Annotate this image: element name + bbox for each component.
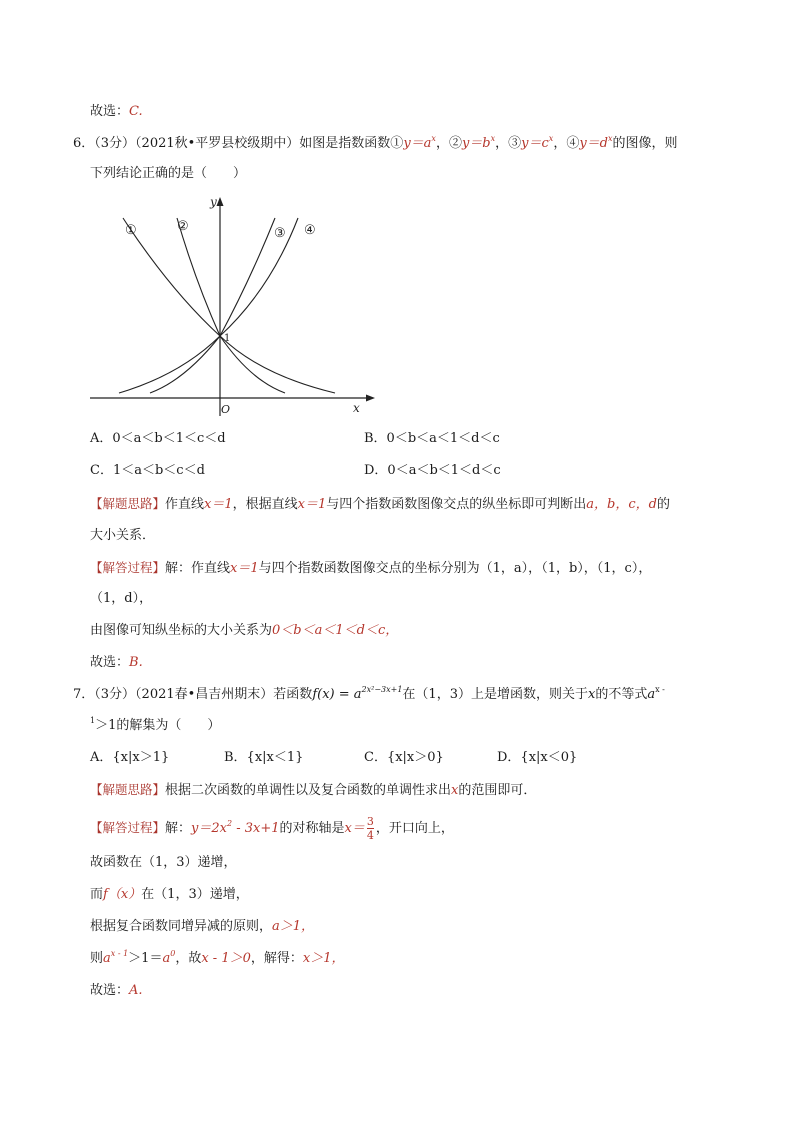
q7-answer-label: 故选： (90, 983, 130, 998)
origin-label: O (221, 403, 231, 416)
fraction-3-4 (367, 816, 374, 841)
x-axis-label: x (353, 401, 360, 415)
q7-proc-b: 的对称轴是 (279, 821, 345, 836)
q7-idea-x: x (451, 783, 459, 798)
curve-3-label: ③ (274, 226, 286, 241)
q7-proc-eq-sup: 2 (226, 819, 233, 828)
q6-idea-x1: x＝1 (204, 497, 233, 512)
q7-idea-line (90, 781, 536, 800)
q7-x: x (587, 687, 596, 702)
q6-graph (85, 190, 385, 420)
q7-proc-a: 解： (165, 821, 192, 836)
q7-option-b[interactable]: B．{x|x＜1} (224, 750, 304, 765)
q7-l5e: ，故 (175, 951, 202, 966)
q7-fx: f(x) = a (312, 687, 362, 702)
q6-option-a[interactable]: A．0＜a＜b＜1＜c＜d (90, 431, 226, 446)
q7-ineq-a: a (647, 687, 656, 702)
q6-answer-line (90, 654, 143, 672)
q7-answer-line (90, 982, 143, 1000)
x-axis-arrow (366, 395, 375, 402)
q7-proc-eq2: - 3x+1 (232, 821, 280, 836)
q7-l3a: 而 (90, 887, 104, 902)
q6-sep2: ，③ (495, 136, 522, 151)
q7-idea-end: 的范围即可． (458, 783, 537, 798)
q7-l5a: 则 (90, 951, 104, 966)
q7-l4a: 根据复合函数同增异减的原则， (90, 919, 273, 934)
frac-den: 4 (366, 829, 374, 842)
frac-num: 3 (366, 815, 374, 828)
q6-stem-b: 的图像，则 (612, 136, 678, 151)
q6-proc-a: 解：作直线 (165, 561, 231, 576)
curve-4 (119, 218, 298, 393)
q6-proc-line1 (90, 559, 651, 578)
q6-func1: y＝a (403, 136, 432, 151)
q7-proc-x: x＝ (344, 821, 365, 836)
q7-stem-b: 在（1，3）上是增函数，则关于 (402, 687, 588, 702)
q7-proc-line1 (90, 816, 454, 841)
q7-proc-c: ，开口向上， (375, 821, 454, 836)
q7-number: 7． (73, 687, 95, 702)
q7-stem-c: 的不等式 (595, 687, 648, 702)
curve-2-label: ② (177, 219, 189, 234)
q6-answer-value: B. (129, 655, 143, 670)
q7-exp: 2x²−3x+1 (361, 685, 403, 694)
q6-idea-tag: 【解题思路】 (90, 496, 166, 511)
q7-idea-tag: 【解题思路】 (90, 782, 166, 797)
q6-idea-d: 的 (656, 497, 670, 512)
q7-l5h: x＞1， (302, 951, 345, 966)
q6-pt3: （1，c）， (596, 561, 652, 576)
q6-proc-line2: （1，d）， (90, 591, 153, 606)
one-label: 1 (224, 333, 231, 344)
q6-sup4: x (608, 134, 613, 143)
q7-line3 (90, 886, 249, 904)
q7-proc-tag: 【解答过程】 (90, 820, 166, 835)
q7-idea-text: 根据二次函数的单调性以及复合函数的单调性求出 (165, 783, 452, 798)
y-axis-arrow (217, 197, 224, 206)
q6-idea-line2: 大小关系． (90, 528, 156, 543)
q7-proc-eq: y＝2x (191, 821, 227, 836)
prev-answer-line (90, 103, 143, 121)
q6-sep1: ，② (435, 136, 462, 151)
q6-option-b[interactable]: B．0＜b＜a＜1＜d＜c (364, 431, 500, 446)
curve-2 (177, 218, 285, 393)
q6-idea-a: 作直线 (165, 497, 205, 512)
q7-line2: 故函数在（1，3）递增， (90, 855, 237, 870)
q6-idea-vars: a，b，c，d (586, 497, 657, 512)
q6-pt1: （1，a）， (479, 561, 542, 576)
q6-option-d[interactable]: D．0＜a＜b＜1＜d＜c (364, 463, 501, 478)
q6-proc-b: 与四个指数函数图像交点的坐标分别为 (258, 561, 480, 576)
q7-line4 (90, 918, 314, 936)
q6-idea-c: 与四个指数函数图像交点的纵坐标即可判断出 (326, 497, 587, 512)
q6-pt2: （1，b）， (541, 561, 597, 576)
q6-proc-line3 (90, 622, 398, 640)
q6-sup3: x (548, 134, 554, 143)
q6-idea-line1 (90, 495, 670, 514)
q6-idea-b: ，根据直线 (232, 497, 298, 512)
q7-l5sup: x - 1 (110, 949, 129, 958)
q7-option-c[interactable]: C．{x|x＞0} (364, 750, 444, 765)
q6-answer-label: 故选： (90, 655, 130, 670)
q7-l3f: f（x） (103, 887, 142, 902)
q7-line5 (90, 950, 344, 968)
curve-1-label: ① (125, 223, 137, 238)
q6-proc-c: 由图像可知纵坐标的大小关系为 (90, 623, 273, 638)
curve-1 (123, 218, 335, 393)
q6-func4: y＝d (579, 136, 608, 151)
q7-l5b: a (103, 951, 111, 966)
q6-proc-rel: 0＜b＜a＜1＜d＜c， (272, 623, 399, 638)
q7-option-d[interactable]: D．{x|x＜0} (497, 750, 578, 765)
q7-l5f: x - 1＞0 (201, 951, 251, 966)
q7-l4b: a＞1， (272, 919, 315, 934)
q7-option-a[interactable]: A．{x|x＞1} (90, 750, 170, 765)
q7-l3b: 在（1，3）递增， (141, 887, 249, 902)
q7-l5dsup: 0 (170, 949, 176, 958)
q6-idea-x1b: x＝1 (297, 497, 327, 512)
q7-ineq-sup: x - (655, 685, 665, 694)
q6-sep3: ，④ (553, 136, 580, 151)
answer-value: C. (129, 104, 143, 119)
q6-option-c[interactable]: C．1＜a＜b＜c＜d (90, 463, 205, 478)
q7-stem-d: ＞1的解集为（ ） (95, 718, 221, 733)
q7-l5c: ＞1＝ (128, 951, 163, 966)
curve-4-label: ④ (304, 223, 316, 238)
q7-stem-line2 (90, 717, 220, 735)
q6-func2: y＝b (461, 136, 491, 151)
q7-stem-d-sup: 1 (90, 716, 96, 725)
q7-l5g: ，解得： (250, 951, 303, 966)
q7-l5d: a (162, 951, 171, 966)
q7-stem-a: （3分）（2021春•昌吉州期末）若函数 (94, 687, 313, 702)
q6-proc-tag: 【解答过程】 (90, 560, 166, 575)
curve-3 (150, 218, 275, 393)
q7-answer-value: A. (129, 983, 143, 998)
y-axis-label: y (210, 195, 217, 209)
answer-label: 故选： (90, 104, 130, 119)
q6-stem-line2: 下列结论正确的是（ ） (90, 166, 247, 181)
q6-func3: y＝c (521, 136, 549, 151)
q6-stem-a: （3分）（2021秋•平罗县校级期中）如图是指数函数① (94, 136, 404, 151)
q6-sup2: x (490, 134, 496, 143)
q6-sup1: x (431, 134, 436, 143)
q6-stem-line1 (73, 135, 678, 153)
q7-stem-line1 (73, 686, 665, 704)
q6-number: 6． (73, 136, 95, 151)
q6-proc-x1: x＝1 (230, 561, 259, 576)
